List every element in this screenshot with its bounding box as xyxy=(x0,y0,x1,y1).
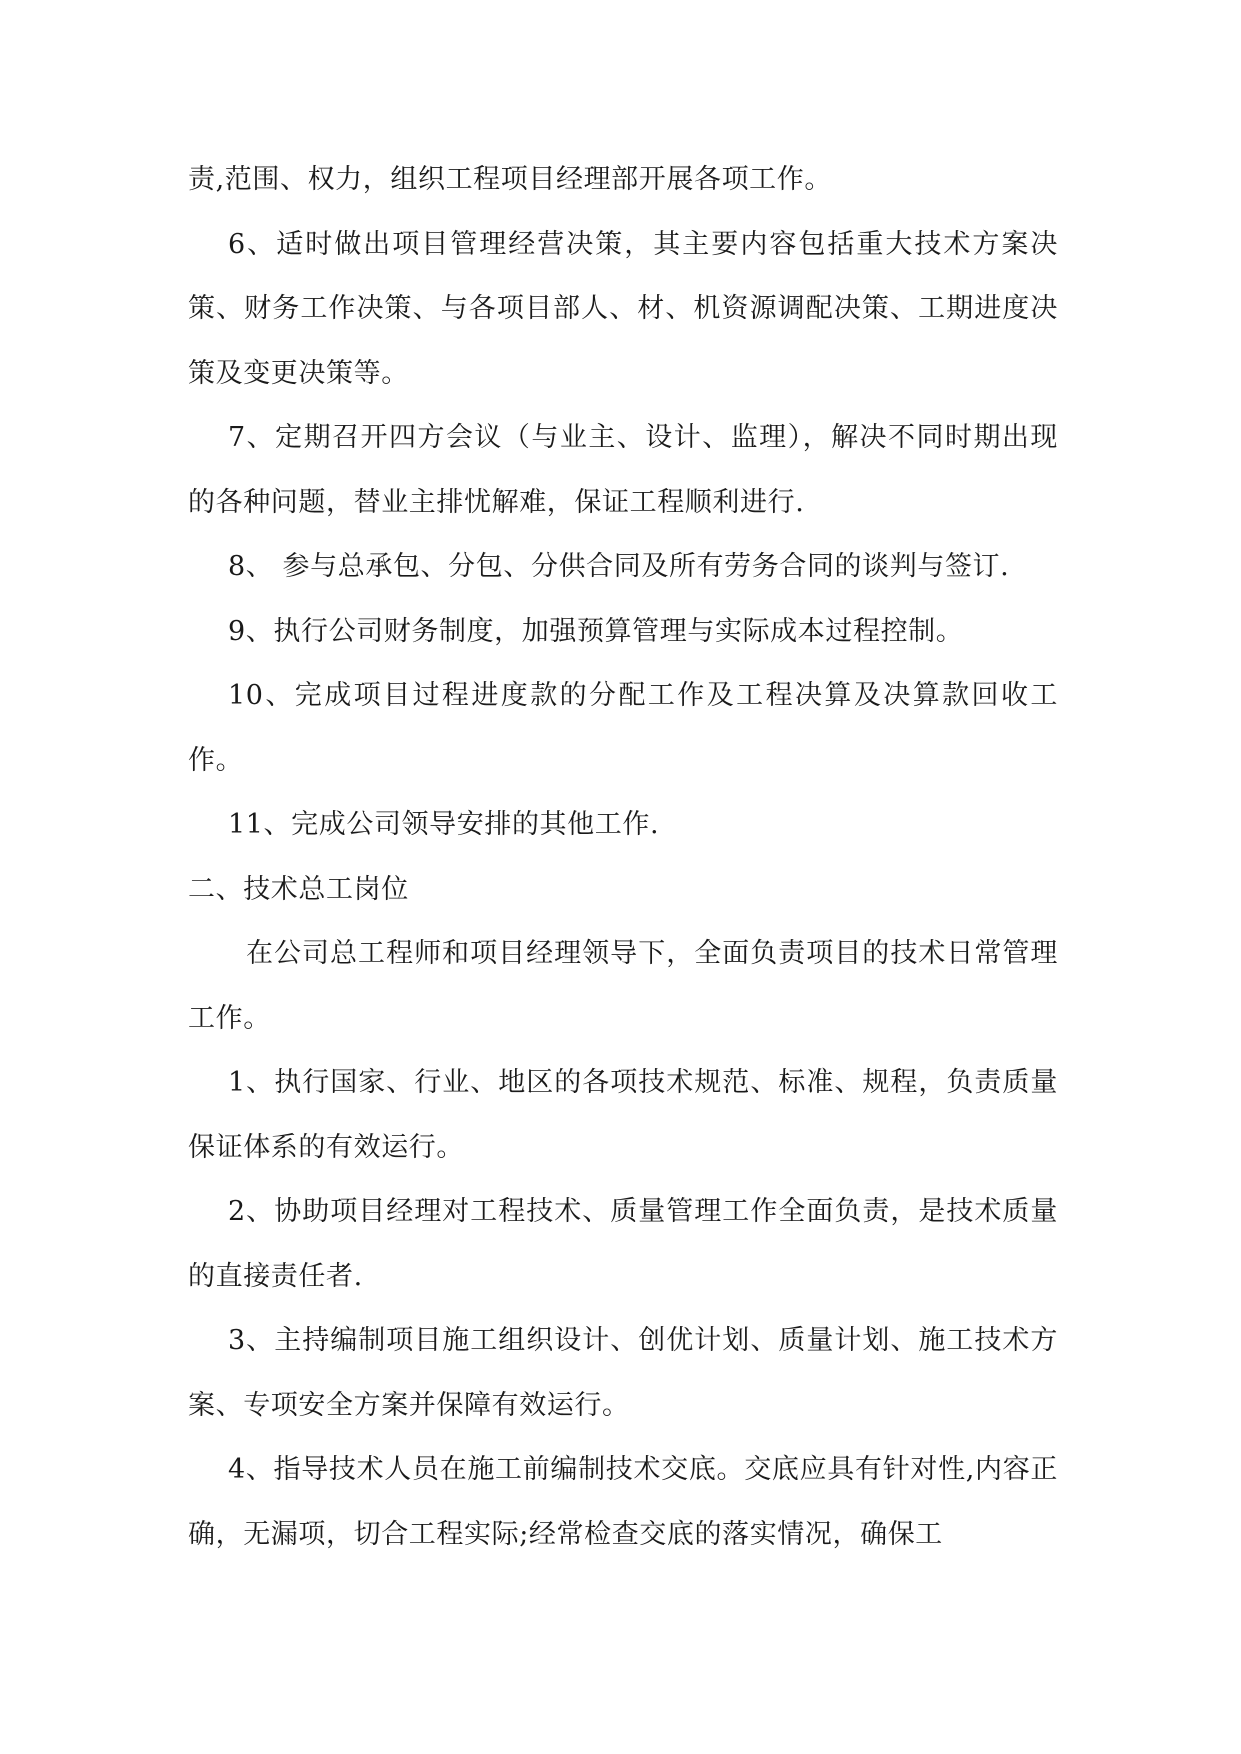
section-intro: 在公司总工程师和项目经理领导下，全面负责项目的技术日常管理工作。 xyxy=(188,938,1058,1034)
paragraph-tech-item-2: 2、协助项目经理对工程技术、质量管理工作全面负责，是技术质量的直接责任者. xyxy=(188,1196,1058,1292)
paragraph-item-6: 6、适时做出项目管理经营决策，其主要内容包括重大技术方案决策、财务工作决策、与各项目部人、材、机资源调配决策、工期进度决策及变更决策等。 xyxy=(188,228,1058,389)
paragraph-tech-item-3: 3、主持编制项目施工组织设计、创优计划、质量计划、施工技术方案、专项安全方案并保障有效运行。 xyxy=(188,1325,1058,1421)
paragraph-item-10: 10、完成项目过程进度款的分配工作及工程决算及决算款回收工作。 xyxy=(188,680,1058,776)
paragraph-continuation: 责,范围、权力，组织工程项目经理部开展各项工作。 xyxy=(188,164,832,195)
paragraph-tech-item-1: 1、执行国家、行业、地区的各项技术规范、标准、规程，负责质量保证体系的有效运行。 xyxy=(188,1067,1058,1163)
paragraph-item-11: 11、完成公司领导安排的其他工作. xyxy=(228,809,660,840)
paragraph-item-8: 8、 参与总承包、分包、分供合同及所有劳务合同的谈判与签订. xyxy=(228,551,1010,582)
paragraph-item-7: 7、定期召开四方会议（与业主、设计、监理），解决不同时期出现的各种问题，替业主排忧解难，保证工程顺利进行. xyxy=(188,422,1058,518)
document-body xyxy=(188,148,1058,1567)
section-heading: 二、技术总工岗位 xyxy=(188,873,409,905)
paragraph-item-9: 9、执行公司财务制度，加强预算管理与实际成本过程控制。 xyxy=(228,615,964,647)
paragraph-tech-item-4: 4、指导技术人员在施工前编制技术交底。交底应具有针对性,内容正确，无漏项，切合工程实际;经常检查交底的落实情况，确保工 xyxy=(188,1454,1058,1550)
